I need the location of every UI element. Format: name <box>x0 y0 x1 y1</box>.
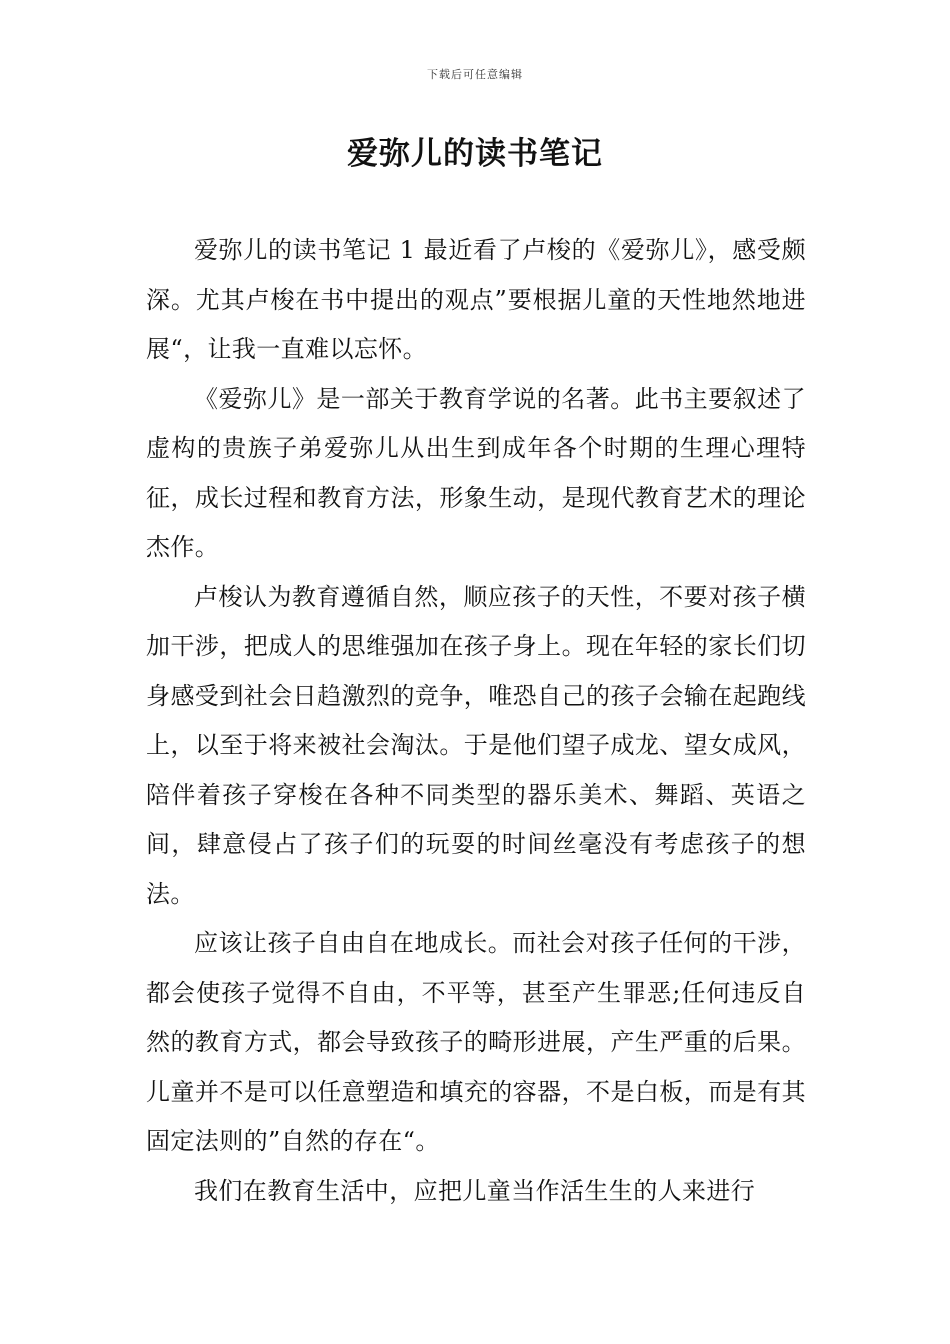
header-note: 下载后可任意编辑 <box>427 68 523 81</box>
paragraph-4: 应该让孩子自由自在地成长。而社会对孩子任何的干涉，都会使孩子觉得不自由，不平等，甚至产生罪恶;任何违反自然的教育方式，都会导致孩子的畸形进展，产生严重的后果。儿童并不是可以任意塑造和填充的容器，不是白板，而是有其固定法则的”自然的存在“。 <box>146 929 806 1155</box>
document-body <box>146 226 806 1216</box>
document-title: 爱弥儿的读书笔记 <box>347 136 603 172</box>
paragraph-5: 我们在教育生活中，应把儿童当作活生生的人来进行 <box>194 1176 756 1205</box>
paragraph-1: 爱弥儿的读书笔记 1 最近看了卢梭的《爱弥儿》，感受颇深。尤其卢梭在书中提出的观点”要根据儿童的天性地然地进展“，让我一直难以忘怀。 <box>146 236 806 363</box>
paragraph-2: 《爱弥儿》是一部关于教育学说的名著。此书主要叙述了虚构的贵族子弟爱弥儿从出生到成年各个时期的生理心理特征，成长过程和教育方法，形象生动，是现代教育艺术的理论杰作。 <box>146 384 806 561</box>
paragraph-3: 卢梭认为教育遵循自然，顺应孩子的天性，不要对孩子横加干涉，把成人的思维强加在孩子身上。现在年轻的家长们切身感受到社会日趋激烈的竞争，唯恐自己的孩子会输在起跑线上，以至于将来被社会淘汰。于是他们望子成龙、望女成风，陪伴着孩子穿梭在各种不同类型的器乐美术、舞蹈、英语之间，肆意侵占了孩子们的玩耍的时间丝毫没有考虑孩子的想法。 <box>146 582 806 908</box>
